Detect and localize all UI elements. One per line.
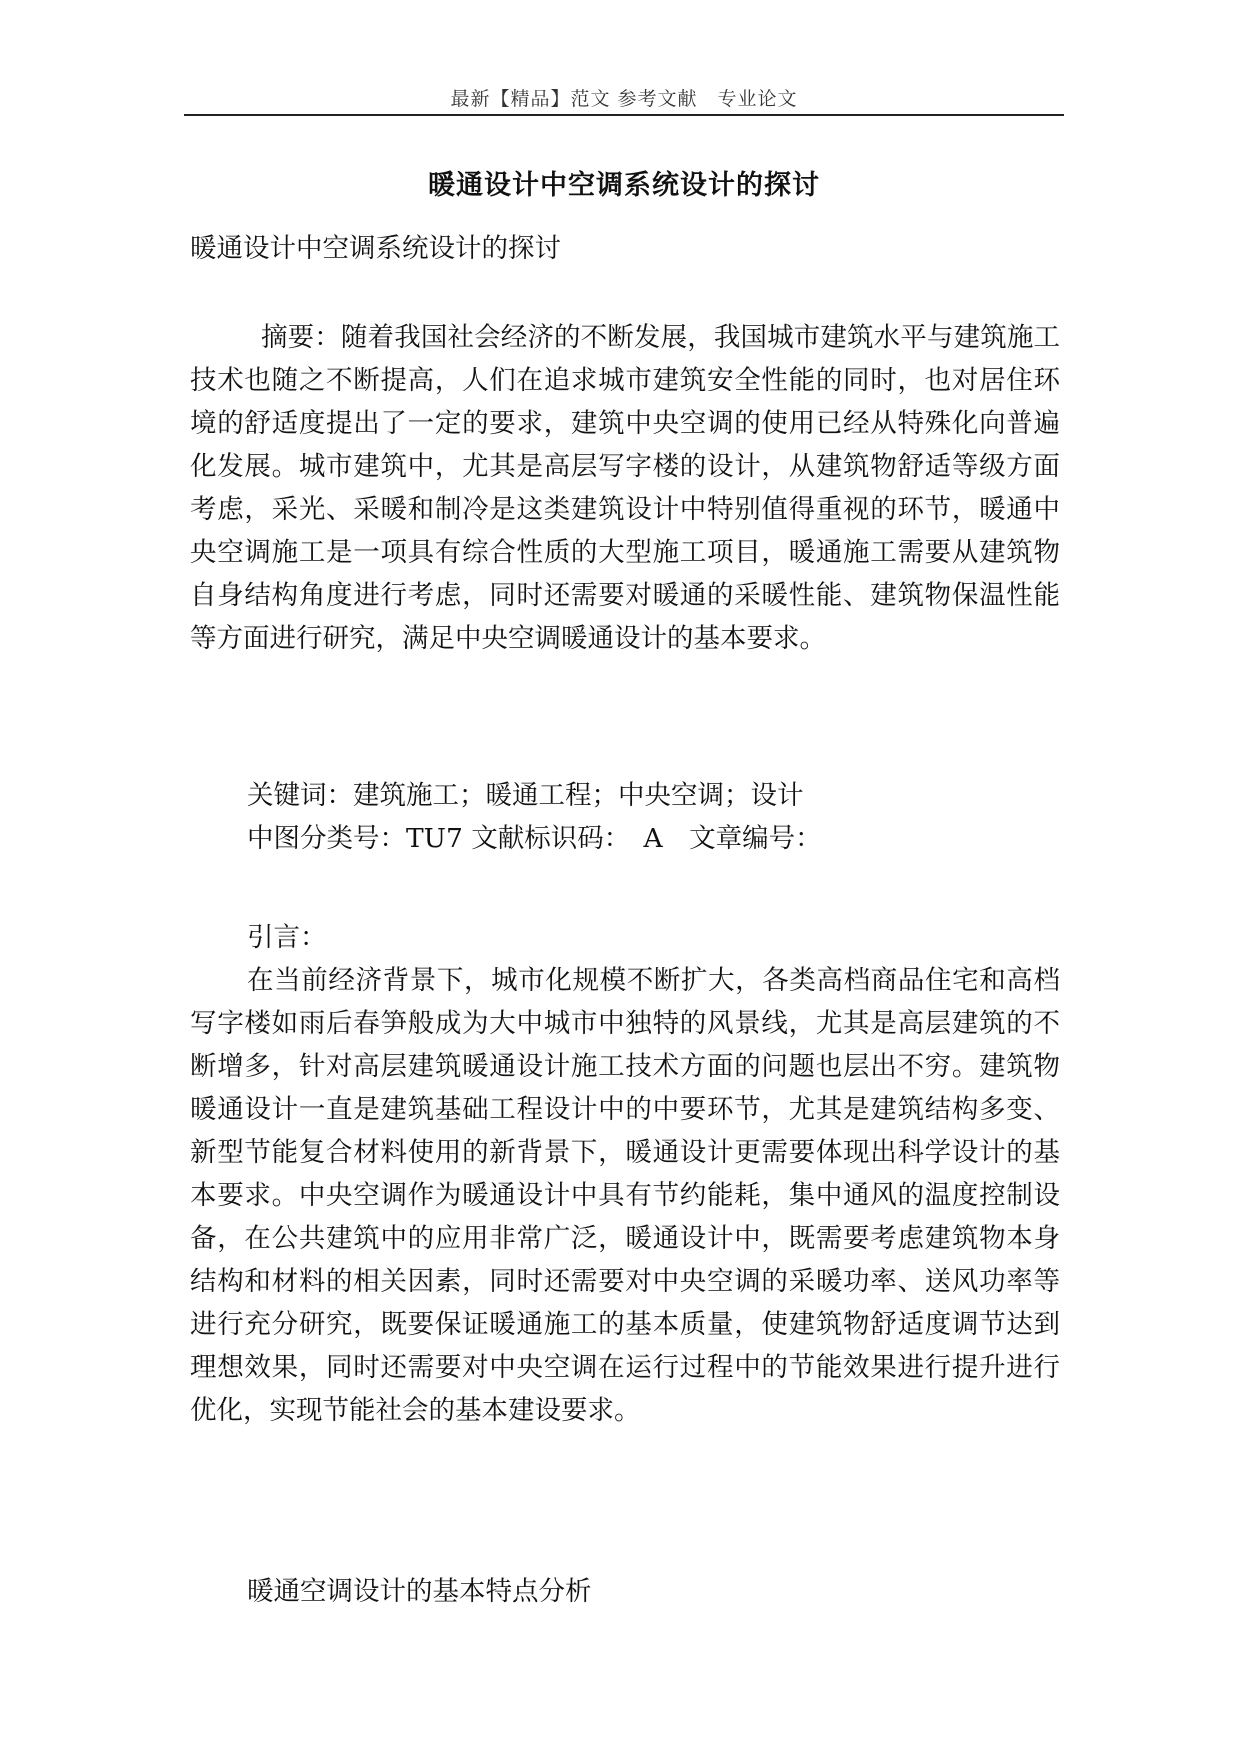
document-subtitle: 暖通设计中空调系统设计的探讨: [190, 233, 561, 264]
page-header: 最新【精品】范文 参考文献 专业论文: [450, 88, 798, 110]
keywords-line: 关键词：建筑施工；暖通工程；中央空调；设计: [247, 780, 804, 811]
classification-line: 中图分类号：TU7 文献标识码： A 文章编号：: [247, 823, 822, 854]
document-title: 暖通设计中空调系统设计的探讨: [428, 170, 820, 201]
introduction-heading: 引言：: [247, 922, 327, 953]
introduction-paragraph: 在当前经济背景下，城市化规模不断扩大，各类高档商品住宅和高档写字楼如雨后春笋般成为大中城市中独特的风景线，尤其是高层建筑的不断增多，针对高层建筑暖通设计施工技术方面的问题也层出不穷。建筑物暖通设计一直是建筑基础工程设计中的中要环节，尤其是建筑结构多变、新型节能复合材料使用的新背景下，暖通设计更需要体现出科学设计的基本要求。中央空调作为暖通设计中具有节约能耗，集中通风的温度控制设备，在公共建筑中的应用非常广泛，暖通设计中，既需要考虑建筑物本身结构和材料的相关因素，同时还需要对中央空调的采暖功率、送风功率等进行充分研究，既要保证暖通施工的基本质量，使建筑物舒适度调节达到理想效果，同时还需要对中央空调在运行过程中的节能效果进行提升进行优化，实现节能社会的基本建设要求。: [190, 965, 1060, 1426]
abstract-paragraph: 摘要：随着我国社会经济的不断发展，我国城市建筑水平与建筑施工技术也随之不断提高，人们在追求城市建筑安全性能的同时，也对居住环境的舒适度提出了一定的要求，建筑中央空调的使用已经从特殊化向普遍化发展。城市建筑中，尤其是高层写字楼的设计，从建筑物舒适等级方面考虑，采光、采暖和制冷是这类建筑设计中特别值得重视的环节，暖通中央空调施工是一项具有综合性质的大型施工项目，暖通施工需要从建筑物自身结构角度进行考虑，同时还需要对暖通的采暖性能、建筑物保温性能等方面进行研究，满足中央空调暖通设计的基本要求。: [190, 322, 1060, 654]
header-divider: [184, 114, 1064, 116]
section-heading: 暖通空调设计的基本特点分析: [247, 1576, 592, 1607]
